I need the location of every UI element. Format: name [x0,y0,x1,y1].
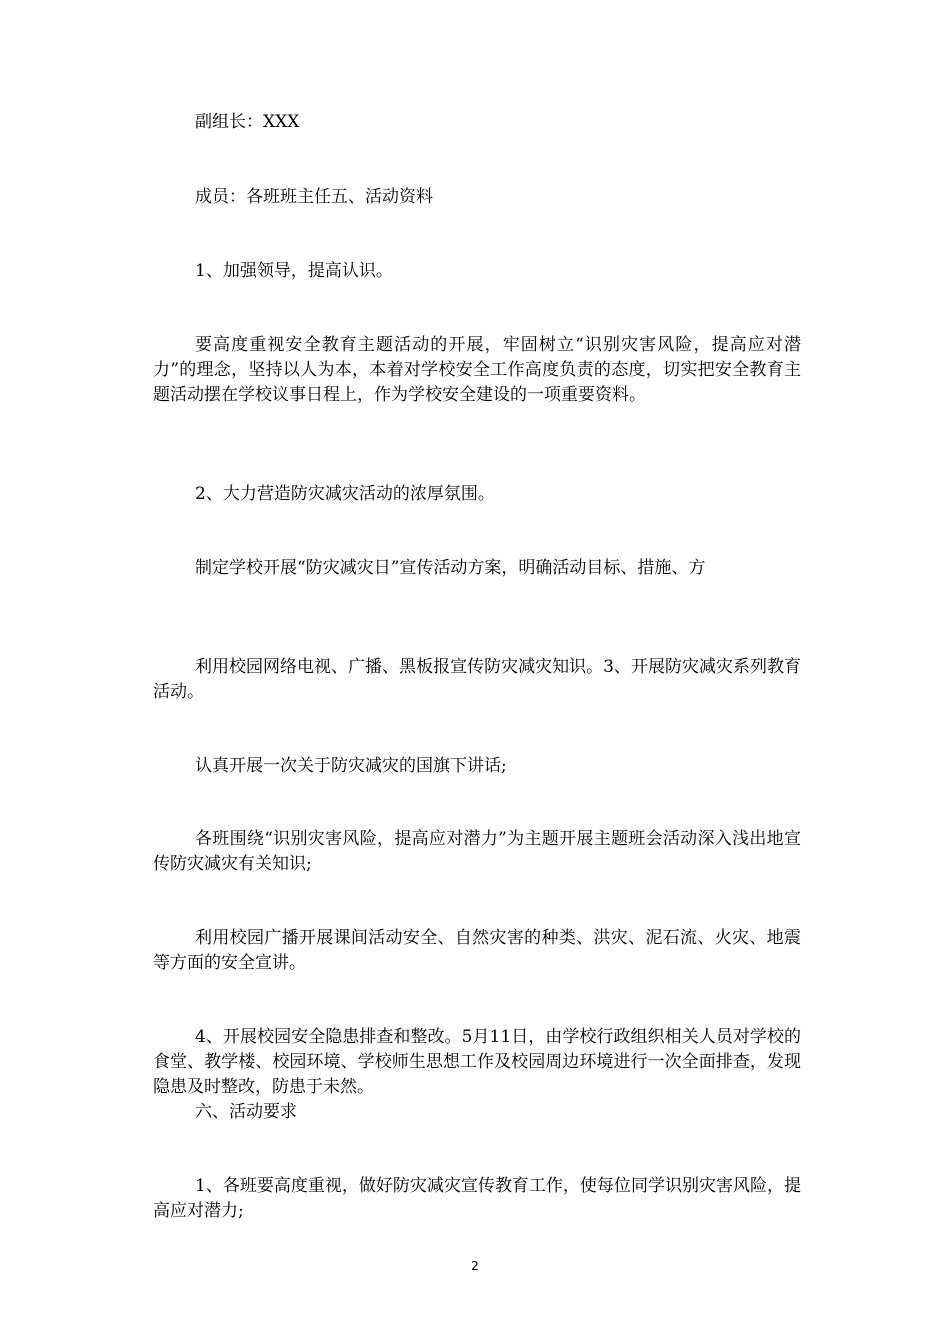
paragraph-item-1-heading: 1、加强领导，提高认识。 [195,261,393,281]
paragraph-item-2-heading: 2、大力营造防灾减灾活动的浓厚氛围。 [195,484,495,504]
paragraph-item-1-body: 要高度重视安全教育主题活动的开展，牢固树立“识别灾害风险，提高应对潜力”的理念，坚持以人为本，本着对学校安全工作高度负责的态度，切实把安全教育主题活动摆在学校议事日程上，作为学校安全建设的一项重要资料。 [153,335,801,405]
paragraph-deputy-leader: 副组长：XXX [195,112,300,132]
paragraph-requirement-1: 1、各班要高度重视，做好防灾减灾宣传教育工作，使每位同学识别灾害风险，提高应对潜力; [153,1176,801,1221]
paragraph-campus-media: 利用校园网络电视、广播、黑板报宣传防灾减灾知识。3、开展防灾减灾系列教育活动。 [153,657,801,702]
paragraph-flag-speech: 认真开展一次关于防灾减灾的国旗下讲话; [195,756,507,776]
paragraph-class-meeting: 各班围绕“识别灾害风险，提高应对潜力”为主题开展主题班会活动深入浅出地宣传防灾减灾有关知识; [153,829,801,874]
paragraph-item-2-body: 制定学校开展“防灾减灾日”宣传活动方案，明确活动目标、措施、方 [195,558,706,578]
section-heading-requirements: 六、活动要求 [195,1102,297,1122]
paragraph-item-4-inspection: 4、开展校园安全隐患排查和整改。5月11日，由学校行政组织相关人员对学校的食堂、教学楼、校园环境、学校师生思想工作及校园周边环境进行一次全面排查，发现隐患及时整改，防患于未然。 [153,1027,801,1097]
page-number: 2 [471,1259,479,1273]
paragraph-members: 成员：各班班主任五、活动资料 [195,187,433,207]
paragraph-broadcast: 利用校园广播开展课间活动安全、自然灾害的种类、洪灾、泥石流、火灾、地震等方面的安全宣讲。 [153,928,801,973]
